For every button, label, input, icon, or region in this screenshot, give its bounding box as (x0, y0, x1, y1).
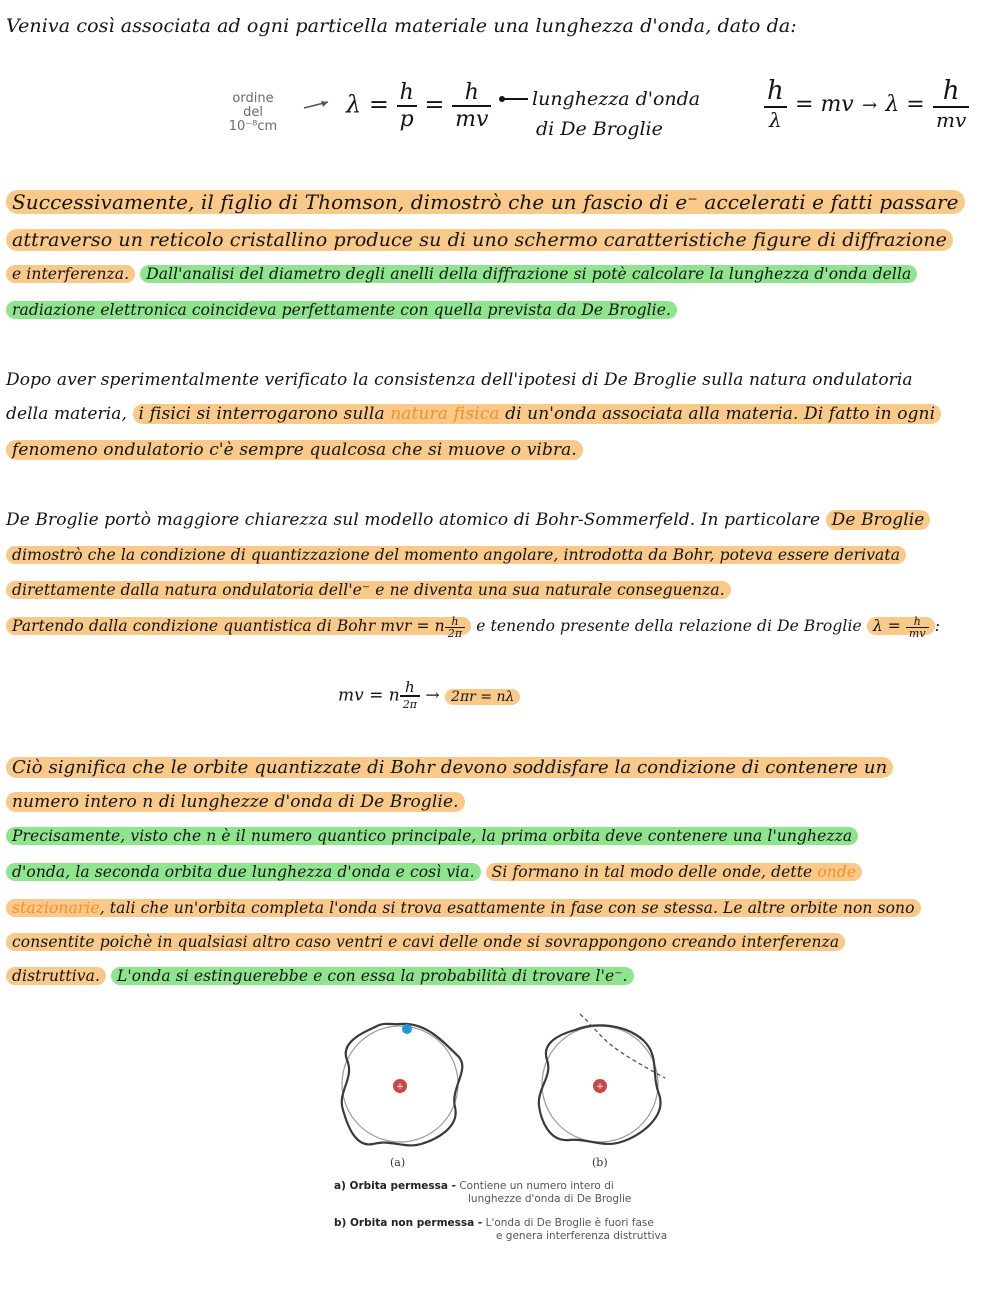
p3-frac-den-2pi: 2π (447, 626, 463, 640)
frac-num-h2: h (452, 80, 491, 107)
p3-line1b-text: De Broglie (826, 510, 931, 530)
p3-fraction-h-over-2pi (445, 616, 465, 639)
p4-line3 (6, 824, 858, 848)
fraction-h-over-mv (452, 80, 491, 132)
fraction-h-over-p (397, 80, 417, 132)
quantization-formula (338, 680, 520, 712)
p1-line1 (6, 190, 965, 214)
p4-onde: onde (817, 863, 857, 881)
frac-den-mv: mv (455, 107, 489, 132)
label-line2: di De Broglie (536, 118, 663, 140)
p2-line3 (6, 438, 583, 462)
p2-line2b-text: i fisici si interrogarono sulla (138, 404, 385, 424)
p4-line3-text: Precisamente, visto che n è il numero quantico principale, la prima orbita deve contenere una l'unghezza (6, 827, 858, 845)
p4-line5 (6, 896, 921, 920)
order-note-line3: 10⁻⁸cm (228, 119, 278, 134)
p4-line6-text: consentite poichè in qualsiasi altro caso ventri e cavi delle onde si sovrappongono creando interferenza (6, 933, 845, 951)
caption-b-line1: L'onda di De Broglie è fuori fase (485, 1217, 654, 1229)
p3-l4-colon: : (934, 617, 941, 635)
caption-b-title: b) Orbita non permessa - (334, 1217, 483, 1229)
formula3-fraction (400, 680, 420, 712)
orbit-figure (325, 1012, 685, 1172)
p3-line1a-text: De Broglie portò maggiore chiarezza sul modello atomico di Bohr-Sommerfeld. In particolare (6, 510, 821, 530)
formula3-rhs: 2πr = nλ (445, 689, 520, 705)
p3-frac-den-mv: mv (908, 626, 926, 640)
derivation-formula (764, 76, 969, 132)
formula-equals: = (424, 90, 445, 119)
caption-a-line1: Contiene un numero intero di (459, 1180, 614, 1192)
p1-line3a-text: e interferenza. (6, 265, 135, 283)
p3-lambda-highlight (867, 614, 935, 640)
p4-line1 (6, 756, 893, 780)
p1-line4 (6, 298, 677, 322)
caption-b-line2: e genera interferenza distruttiva (496, 1230, 668, 1242)
p4-line7 (6, 964, 634, 988)
nucleus-b-plus: + (596, 1082, 604, 1092)
p4-line4b-text: Si formano in tal modo delle onde, dette (491, 863, 813, 881)
p3-fraction-h-over-mv (906, 616, 929, 639)
frac-num-h: h (397, 80, 417, 107)
p4-line2 (6, 790, 465, 814)
p4-line2-text: numero intero n di lunghezze d'onda di De Broglie. (6, 792, 465, 812)
caption-b (334, 1217, 667, 1243)
frac2-den-lambda: λ (769, 108, 782, 132)
label-arrow-icon (496, 92, 530, 106)
frac2-num-h: h (764, 76, 787, 108)
frac-den-p: p (399, 107, 414, 132)
figure-label-a: (a) (390, 1156, 406, 1169)
p2-line1 (6, 368, 913, 392)
p3-line2-text: dimostrò che la condizione di quantizzazione del momento angolare, introdotta da Bohr, poteva essere derivata (6, 546, 906, 564)
formula2-mid: = mv (795, 92, 854, 117)
p1-line4-text: radiazione elettronica coincideva perfettamente con quella prevista da De Broglie. (6, 301, 677, 319)
caption-a (334, 1180, 631, 1206)
p3-l4-n: n (434, 617, 445, 635)
de-broglie-label (532, 84, 700, 144)
frac2-den-mv: mv (936, 108, 967, 132)
p1-line3b-text: Dall'analisi del diametro degli anelli della diffrazione si potè calcolare la lunghezza d'onda della (140, 265, 917, 283)
p2-line2-highlight (133, 404, 942, 424)
p3-line4 (6, 614, 940, 639)
p2-line1-text: Dopo aver sperimentalmente verificato la consistenza dell'ipotesi di De Broglie sulla natura ondulatoria (6, 370, 913, 390)
p4-line4a-text: d'onda, la seconda orbita due lunghezza d'onda e così via. (6, 863, 481, 881)
fraction2-h-over-mv (933, 76, 969, 132)
order-note-line2: del (243, 105, 263, 120)
caption-a-title: a) Orbita permessa - (334, 1180, 456, 1192)
p2-line2 (6, 402, 941, 426)
formula2-arrow-icon: → (862, 95, 878, 116)
electron-a (402, 1024, 412, 1034)
p3-line4b-text: e tenendo presente della relazione di De Broglie (476, 617, 862, 635)
p3-line2 (6, 543, 906, 567)
intro-line (6, 14, 797, 38)
formula3-lhs: mv = (338, 685, 384, 706)
de-broglie-formula (346, 80, 491, 132)
p4-line6 (6, 930, 845, 954)
p4-line7b-text: L'onda si estinguerebbe e con essa la probabilità di trovare l'e⁻. (111, 967, 634, 985)
p1-line1-text: Successivamente, il figlio di Thomson, dimostrò che un fascio di e⁻ accelerati e fatti passare (6, 190, 965, 214)
nucleus-a-plus: + (396, 1082, 404, 1092)
figure-label-b: (b) (592, 1156, 608, 1169)
allowed-orbit-diagram (342, 1024, 463, 1146)
p3-line3-text: direttamente dalla natura ondulatoria dell'e⁻ e ne diventa una sua naturale conseguenza. (6, 581, 731, 599)
p4-line5-highlight (6, 899, 921, 917)
formula3-arrow-icon: → (425, 685, 440, 706)
p3-line4a-text: Partendo dalla condizione quantistica di Bohr mvr = (12, 617, 430, 635)
p2-line2d-text: di un'onda associata alla materia. (505, 404, 799, 424)
p3-l4-lambda: λ = (872, 617, 901, 635)
formula-lambda: λ = (346, 90, 389, 119)
p4-line4-highlight (486, 863, 863, 881)
p4-line1-text: Ciò significa che le orbite quantizzate di Bohr devono soddisfare la condizione di contenere un (6, 757, 893, 778)
formula2-result: λ = (885, 92, 925, 117)
order-note-line1: ordine (232, 91, 274, 106)
p3-frac-num-h: h (445, 616, 465, 628)
p4-line5b-text: , tali che un'orbita completa l'onda si trova esattamente in fase con se stessa. Le altre orbite non sono (99, 899, 915, 917)
intro-text: Veniva così associata ad ogni particella materiale una lunghezza d'onda, dato da: (6, 15, 797, 37)
p4-stazionarie: stazionarie (12, 899, 100, 917)
p4-line7a-text: distruttiva. (6, 967, 106, 985)
p3-line4-highlight (6, 614, 471, 640)
orbit-b-dashed-wave (580, 1014, 665, 1078)
p1-line2 (6, 228, 953, 252)
formula3-frac-den-2pi: 2π (402, 698, 417, 711)
p1-line3 (6, 262, 917, 286)
caption-a-line2: lunghezze d'onda di De Broglie (468, 1193, 632, 1205)
p2-line2e-text: Di fatto in ogni (804, 404, 936, 424)
formula3-frac-num-h: h (400, 680, 420, 697)
p2-line3-text: fenomeno ondulatorio c'è sempre qualcosa che si muove o vibra. (6, 440, 583, 460)
p3-frac-num-h2: h (906, 616, 929, 628)
p2-natura-fisica: natura fisica (390, 404, 500, 424)
label-line1: lunghezza d'onda (532, 88, 701, 110)
formula3-n: n (388, 685, 400, 706)
order-note (224, 92, 282, 134)
frac2-num-h2: h (933, 76, 969, 108)
p3-line1 (6, 508, 930, 532)
p2-line2a-text: della materia, (6, 404, 128, 424)
p1-line2-text: attraverso un reticolo cristallino produce su di uno schermo caratteristiche figure di diffrazione (6, 229, 953, 251)
fraction-h-over-lambda (764, 76, 787, 132)
note-arrow-icon (302, 98, 332, 112)
p4-line4 (6, 860, 862, 884)
forbidden-orbit-diagram (539, 1014, 665, 1144)
p3-line3 (6, 578, 731, 602)
